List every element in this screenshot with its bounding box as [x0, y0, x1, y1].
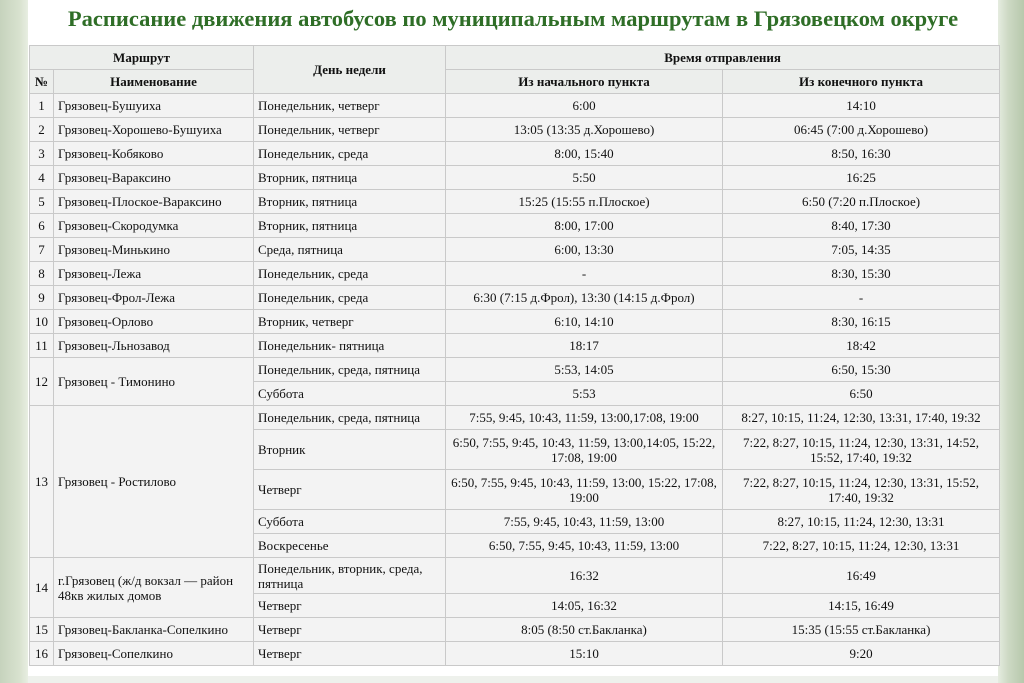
end-time: 7:22, 8:27, 10:15, 11:24, 12:30, 13:31, 15:52, 17:40, 19:32 [723, 470, 1000, 510]
bottom-decor-bar [28, 676, 998, 683]
route-day: Вторник [254, 430, 446, 470]
table-row [30, 238, 1000, 262]
start-time: 18:17 [446, 334, 723, 358]
end-time: 8:50, 16:30 [723, 142, 1000, 166]
route-name: Грязовец-Лежа [54, 262, 254, 286]
table-row [30, 358, 1000, 382]
route-day: Понедельник, среда [254, 286, 446, 310]
route-num: 4 [30, 166, 54, 190]
header-route: Маршрут [30, 46, 254, 70]
start-time: 8:00, 17:00 [446, 214, 723, 238]
route-day: Понедельник, вторник, среда, пятница [254, 558, 446, 594]
start-time: 5:53, 14:05 [446, 358, 723, 382]
table-row [30, 94, 1000, 118]
route-day: Понедельник, среда, пятница [254, 358, 446, 382]
start-time: 6:50, 7:55, 9:45, 10:43, 11:59, 13:00,14:05, 15:22, 17:08, 19:00 [446, 430, 723, 470]
route-name: г.Грязовец (ж/д вокзал — район 48кв жилых домов [54, 558, 254, 618]
header-name: Наименование [54, 70, 254, 94]
header-from-end: Из конечного пункта [723, 70, 1000, 94]
route-day: Суббота [254, 510, 446, 534]
start-time: 8:05 (8:50 ст.Бакланка) [446, 618, 723, 642]
schedule-table [29, 45, 1000, 666]
end-time: 18:42 [723, 334, 1000, 358]
start-time: 5:50 [446, 166, 723, 190]
end-time: 6:50, 15:30 [723, 358, 1000, 382]
route-day: Понедельник- пятница [254, 334, 446, 358]
end-time: 8:27, 10:15, 11:24, 12:30, 13:31 [723, 510, 1000, 534]
start-time: 6:00 [446, 94, 723, 118]
route-name: Грязовец-Минькино [54, 238, 254, 262]
route-num: 8 [30, 262, 54, 286]
start-time: 15:10 [446, 642, 723, 666]
route-day: Вторник, пятница [254, 166, 446, 190]
route-name: Грязовец-Вараксино [54, 166, 254, 190]
route-day: Суббота [254, 382, 446, 406]
route-name: Грязовец-Кобяково [54, 142, 254, 166]
start-time: 6:10, 14:10 [446, 310, 723, 334]
start-time: 8:00, 15:40 [446, 142, 723, 166]
route-num: 16 [30, 642, 54, 666]
table-row [30, 406, 1000, 430]
start-time: 14:05, 16:32 [446, 594, 723, 618]
table-row [30, 142, 1000, 166]
table-row [30, 618, 1000, 642]
route-num: 14 [30, 558, 54, 618]
start-time: - [446, 262, 723, 286]
route-num: 15 [30, 618, 54, 642]
route-day: Понедельник, четверг [254, 118, 446, 142]
route-name: Грязовец-Хорошево-Бушуиха [54, 118, 254, 142]
header-num: № [30, 70, 54, 94]
route-day: Понедельник, четверг [254, 94, 446, 118]
route-num: 13 [30, 406, 54, 558]
route-day: Среда, пятница [254, 238, 446, 262]
route-name: Грязовец-Скородумка [54, 214, 254, 238]
route-day: Воскресенье [254, 534, 446, 558]
table-row [30, 558, 1000, 594]
start-time: 6:50, 7:55, 9:45, 10:43, 11:59, 13:00 [446, 534, 723, 558]
end-time: 14:15, 16:49 [723, 594, 1000, 618]
route-name: Грязовец-Льнозавод [54, 334, 254, 358]
end-time: 14:10 [723, 94, 1000, 118]
start-time: 6:50, 7:55, 9:45, 10:43, 11:59, 13:00, 15:22, 17:08, 19:00 [446, 470, 723, 510]
table-row [30, 334, 1000, 358]
route-name: Грязовец-Бушуиха [54, 94, 254, 118]
end-time: 7:22, 8:27, 10:15, 11:24, 12:30, 13:31, 14:52, 15:52, 17:40, 19:32 [723, 430, 1000, 470]
start-time: 5:53 [446, 382, 723, 406]
table-row [30, 642, 1000, 666]
start-time: 6:30 (7:15 д.Фрол), 13:30 (14:15 д.Фрол) [446, 286, 723, 310]
route-day: Четверг [254, 594, 446, 618]
table-row [30, 214, 1000, 238]
end-time: 16:25 [723, 166, 1000, 190]
route-num: 7 [30, 238, 54, 262]
route-num: 11 [30, 334, 54, 358]
route-day: Вторник, пятница [254, 214, 446, 238]
route-day: Понедельник, среда [254, 142, 446, 166]
schedule-container [29, 45, 999, 666]
end-time: - [723, 286, 1000, 310]
end-time: 15:35 (15:55 ст.Бакланка) [723, 618, 1000, 642]
right-decor-stripe [998, 0, 1024, 683]
start-time: 16:32 [446, 558, 723, 594]
route-num: 12 [30, 358, 54, 406]
route-day: Вторник, четверг [254, 310, 446, 334]
route-num: 3 [30, 142, 54, 166]
table-row [30, 166, 1000, 190]
route-day: Понедельник, среда [254, 262, 446, 286]
route-day: Четверг [254, 618, 446, 642]
route-name: Грязовец-Фрол-Лежа [54, 286, 254, 310]
table-row [30, 262, 1000, 286]
route-name: Грязовец-Орлово [54, 310, 254, 334]
route-num: 2 [30, 118, 54, 142]
header-time: Время отправления [446, 46, 1000, 70]
end-time: 8:27, 10:15, 11:24, 12:30, 13:31, 17:40, 19:32 [723, 406, 1000, 430]
route-name: Грязовец-Сопелкино [54, 642, 254, 666]
end-time: 8:40, 17:30 [723, 214, 1000, 238]
header-day: День недели [254, 46, 446, 94]
route-day: Вторник, пятница [254, 190, 446, 214]
start-time: 6:00, 13:30 [446, 238, 723, 262]
route-num: 10 [30, 310, 54, 334]
table-row [30, 190, 1000, 214]
route-num: 5 [30, 190, 54, 214]
route-name: Грязовец - Тимонино [54, 358, 254, 406]
end-time: 6:50 [723, 382, 1000, 406]
route-num: 9 [30, 286, 54, 310]
end-time: 8:30, 15:30 [723, 262, 1000, 286]
table-row [30, 286, 1000, 310]
start-time: 15:25 (15:55 п.Плоское) [446, 190, 723, 214]
route-name: Грязовец-Плоское-Вараксино [54, 190, 254, 214]
page-title: Расписание движения автобусов по муниципальным маршрутам в Грязовецком округе [67, 6, 959, 31]
table-row [30, 118, 1000, 142]
route-day: Четверг [254, 470, 446, 510]
route-num: 6 [30, 214, 54, 238]
header-from-start: Из начального пункта [446, 70, 723, 94]
start-time: 7:55, 9:45, 10:43, 11:59, 13:00 [446, 510, 723, 534]
end-time: 7:05, 14:35 [723, 238, 1000, 262]
start-time: 7:55, 9:45, 10:43, 11:59, 13:00,17:08, 19:00 [446, 406, 723, 430]
route-day: Четверг [254, 642, 446, 666]
end-time: 16:49 [723, 558, 1000, 594]
end-time: 8:30, 16:15 [723, 310, 1000, 334]
route-num: 1 [30, 94, 54, 118]
route-name: Грязовец-Бакланка-Сопелкино [54, 618, 254, 642]
left-decor-stripe [0, 0, 28, 683]
route-name: Грязовец - Ростилово [54, 406, 254, 558]
end-time: 06:45 (7:00 д.Хорошево) [723, 118, 1000, 142]
end-time: 6:50 (7:20 п.Плоское) [723, 190, 1000, 214]
table-row [30, 310, 1000, 334]
end-time: 7:22, 8:27, 10:15, 11:24, 12:30, 13:31 [723, 534, 1000, 558]
route-day: Понедельник, среда, пятница [254, 406, 446, 430]
end-time: 9:20 [723, 642, 1000, 666]
start-time: 13:05 (13:35 д.Хорошево) [446, 118, 723, 142]
